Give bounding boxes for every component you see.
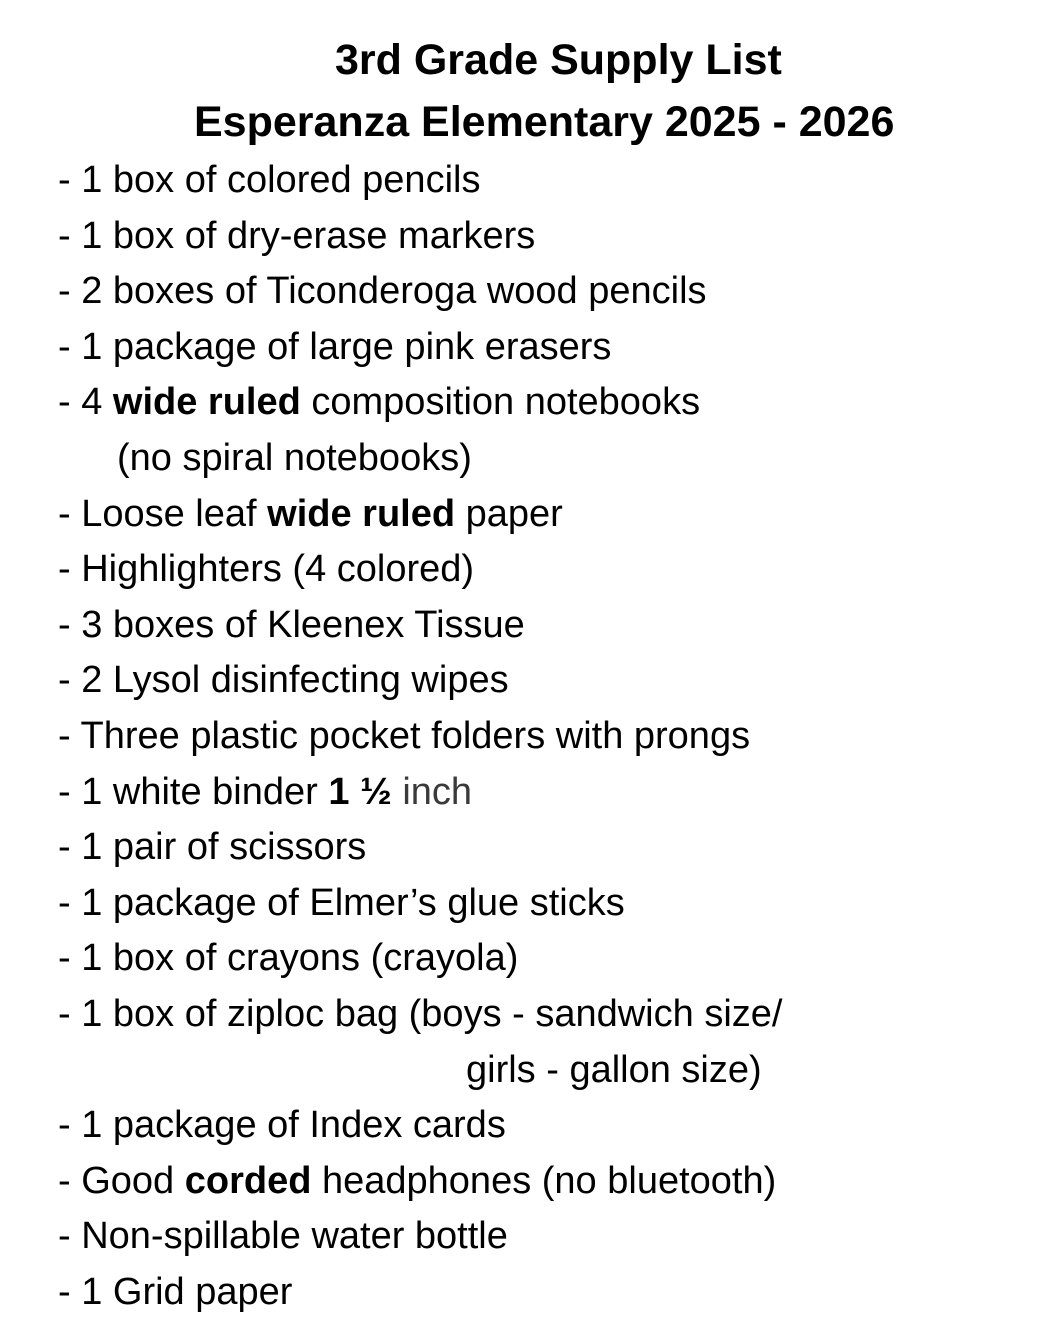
- list-item: - 1 box of colored pencils: [58, 159, 481, 201]
- list-item: - 1 pair of scissors: [58, 826, 367, 869]
- list-item-text: paper: [455, 492, 563, 535]
- list-item-emphasis: wide ruled: [267, 492, 456, 535]
- list-item: - 1 box of dry-erase markers: [58, 214, 536, 257]
- list-item-text: - Loose leaf: [58, 492, 268, 535]
- list-item-emphasis: corded: [184, 1159, 312, 1202]
- list-item: [58, 1154, 782, 1210]
- list-item-text: - Good: [58, 1159, 185, 1202]
- list-item-text: composition notebooks: [300, 381, 701, 424]
- list-item: - Non-spillable water bottle: [58, 1215, 508, 1258]
- list-item: - 1 package of Index cards: [58, 1104, 506, 1147]
- list-item-emphasis: 1 ½: [328, 770, 392, 813]
- list-item: [58, 765, 782, 821]
- list-item-emphasis: wide ruled: [112, 381, 301, 424]
- list-item-text: - 1 white binder: [58, 770, 329, 813]
- list-item: - 1 box of ziploc bag (boys - sandwich size/: [58, 992, 783, 1035]
- list-item-text: headphones (no bluetooth): [311, 1159, 777, 1202]
- list-item: - Three plastic pocket folders with prongs: [58, 714, 751, 757]
- list-item: - 1 box of crayons (crayola): [58, 937, 519, 980]
- list-item-continuation: girls - gallon size): [466, 1048, 762, 1091]
- list-item-text: - 4: [58, 381, 113, 424]
- list-item: - 2 boxes of Ticonderoga wood pencils: [58, 270, 707, 313]
- list-item: - 1 Grid paper: [58, 1270, 293, 1313]
- list-item-continuation: (no spiral notebooks): [117, 436, 472, 479]
- list-item: [58, 375, 782, 431]
- list-item: - 3 boxes of Kleenex Tissue: [58, 603, 525, 646]
- document-subtitle: Esperanza Elementary 2025 - 2026: [194, 98, 895, 146]
- supply-list: [58, 153, 782, 1320]
- list-item-text: inch: [391, 770, 473, 813]
- list-item: - 1 package of Elmer’s glue sticks: [58, 881, 625, 924]
- list-item: [58, 487, 782, 543]
- document-title: 3rd Grade Supply List: [335, 36, 782, 84]
- list-item: - Highlighters (4 colored): [58, 548, 475, 591]
- list-item: - 2 Lysol disinfecting wipes: [58, 659, 509, 702]
- list-item: - 1 package of large pink erasers: [58, 325, 612, 368]
